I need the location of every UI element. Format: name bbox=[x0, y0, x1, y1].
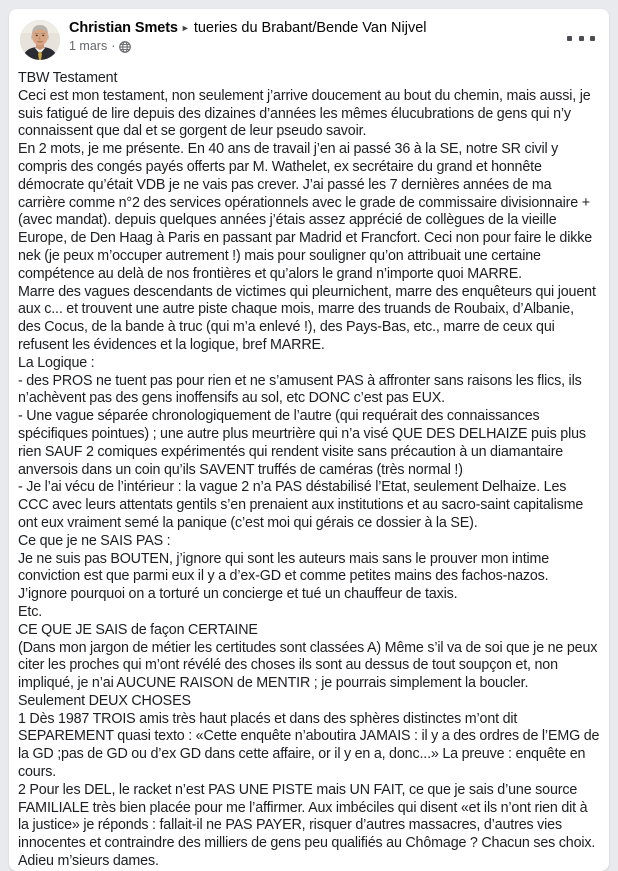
post-paragraph: Etc. bbox=[18, 603, 43, 620]
profile-photo-avatar-icon bbox=[20, 20, 60, 60]
post-header-text bbox=[69, 20, 597, 54]
ellipsis-dot bbox=[590, 36, 595, 41]
globe-icon[interactable] bbox=[119, 41, 131, 53]
post-body bbox=[9, 65, 609, 871]
post-title-line bbox=[69, 20, 597, 37]
post-paragraph: 1 Dès 1987 TROIS amis très haut placés et dans des sphères distinctes m’ont dit SEPAREMENT quasi texto : «Cette enquête n’aboutira JAMAIS : il y a des ordres de l’EMG de la GD ;pas de GD ou d’ex GD dans cette affaire, or il y en a, donc...» La preuve : enquête en cours. bbox=[18, 710, 600, 781]
post-paragraph: Marre des vagues descendants de victimes qui pleurnichent, marre des enquêteurs qui jouent aux c... et trouvent une autre piste chaque mois, marre des truands de Roubaix, d’Albanie, des Cocus, de la bande à truc (qui m’a enlevé !), des Pays-Bas, etc., marre de ceux qui refusent les évidences et la logique, bref MARRE. bbox=[18, 283, 596, 353]
post-meta-line bbox=[69, 39, 597, 54]
post-paragraph: La Logique : bbox=[18, 354, 95, 371]
group-name[interactable]: tueries du Brabant/Bende Van Nijvel bbox=[193, 20, 427, 36]
meta-separator: · bbox=[111, 39, 116, 53]
post-card bbox=[9, 9, 609, 871]
triangle-right-icon: ► bbox=[180, 23, 190, 33]
ellipsis-dot bbox=[579, 36, 584, 41]
post-timestamp[interactable]: 1 mars bbox=[69, 39, 108, 53]
ellipsis-dot bbox=[567, 36, 572, 41]
post-paragraph: En 2 mots, je me présente. En 40 ans de travail j’en ai passé 36 à la SE, notre SR civil y compris des congés payés offerts par M. Wathelet, ex secrétaire du grand et honnête démocrate qu’était VDB je ne vais pas crever. J’ai passé les 7 dernières années de ma carrière comme n°2 des services opérationnels avec le grade de commissaire divisionnaire + (avec mandat). depuis quelques années j’étais assez apprécié de collègues de la vieille Europe, de Den Haag à Paris en passant par Madrid et Francfort. Ceci non pour faire le dikke nek (je peux m’occuper autrement !) mais pour souligner qu’on attribuait une certaine compétence au delà de nos frontières et qu’alors le grand n’importe quoi MARRE. bbox=[18, 141, 593, 282]
post-paragraph: Ceci est mon testament, non seulement j’arrive doucement au bout du chemin, mais aussi, je suis fatigué de lire depuis des dizaines d’années les mêmes élucubrations de gens qui n’y connaissent que dal et se gorgent de leur pseudo savoir. bbox=[18, 87, 591, 140]
avatar[interactable] bbox=[20, 20, 60, 60]
post-header bbox=[9, 9, 609, 65]
post-paragraph: Je ne suis pas BOUTEN, j’ignore qui sont les auteurs mais sans le prouver mon intime conviction est que parmi eux il y a d’ex-GD et comme petites mains des fachos-nazos. bbox=[18, 550, 550, 585]
post-paragraph: 2 Pour les DEL, le racket n’est PAS UNE PISTE mais UN FAIT, ce que je sais d’une source FAMILIALE très bien placée pour me l’affirmer. Aux imbéciles qui disent «et ils n’ont rien dit à la justice» je réponds : fallait-il ne PAS PAYER, risquer d’autres massacres, d’autres vies innocentes et contraindre des milliers de gens peu qualifiés au Chômage ? Chacun ses choix. bbox=[18, 781, 596, 852]
author-name[interactable]: Christian Smets bbox=[69, 20, 178, 36]
post-paragraph: - Une vague séparée chronologiquement de l’autre (qui requérait des connaissances spécifiques pointues) ; une autre plus meurtrière qui n’a visé QUE DES DELHAIZE puis plus rien SAUF 2 comiques expérimentés qui rendent visite sans précaution à un diamantaire anversois dans un coin qu’ils SAVENT truffés de caméras (très normal !) bbox=[18, 408, 586, 478]
post-paragraph: Seulement DEUX CHOSES bbox=[18, 692, 191, 709]
post-paragraph: - des PROS ne tuent pas pour rien et ne s’amusent PAS à affronter sans raisons les flics, ils n’achèvent pas des gens inoffensifs au sol, etc DONC c’est pas EUX. bbox=[18, 372, 582, 407]
post-paragraph: Adieu m’sieurs dames. bbox=[18, 853, 159, 870]
post-paragraph: - Je l’ai vécu de l’intérieur : la vague 2 n’a PAS déstabilisé l’Etat, seulement Delhaize. Les CCC avec leurs attentats gentils s’en prenaient aux institutions et au sacro-saint capitalisme ont eux vraiment semé la panique (c’est moi qui gérais ce dossier à la SE). bbox=[18, 479, 584, 531]
post-paragraph: TBW Testament bbox=[18, 70, 118, 86]
post-paragraph: (Dans mon jargon de métier les certitudes sont classées A) Même s’il va de soi que je ne peux citer les proches qui m’ont révélé des choses ils sont au dessus de tout soupçon et, non impliqué, je n’ai AUCUNE RAISON de MENTIR ; je pourrais simplement la boucler. bbox=[18, 639, 598, 692]
post-paragraph: CE QUE JE SAIS de façon CERTAINE bbox=[18, 621, 258, 638]
post-options-menu-button[interactable] bbox=[567, 31, 595, 45]
post-paragraph: Ce que je ne SAIS PAS : bbox=[18, 532, 171, 549]
post-paragraph: J’ignore pourquoi on a torturé un concierge et tué un chauffeur de taxis. bbox=[18, 586, 458, 603]
